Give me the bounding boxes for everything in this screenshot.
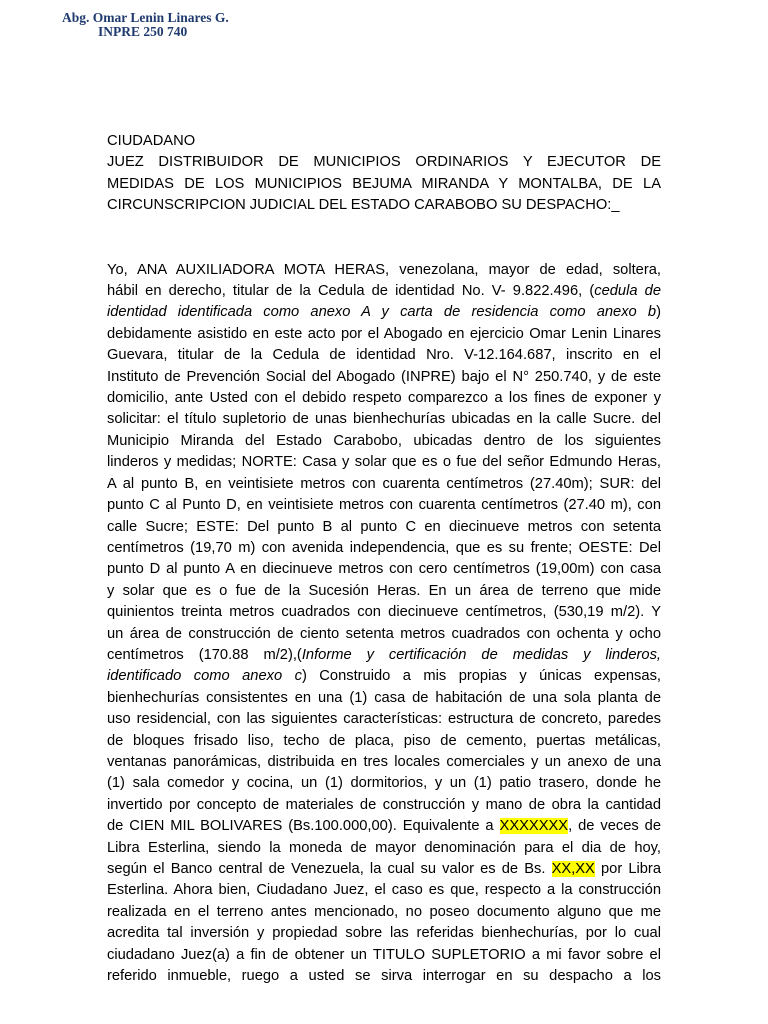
paragraph-line: quinientos treinta metros cuadrados con diecinueve centímetros, (530,19 m/2). Y [107, 604, 661, 621]
letterhead-inpre: INPRE 250 740 [98, 24, 188, 39]
paragraph-line: según el Banco central de Venezuela, la cual su valor es de Bs. XX,XX por Libra [107, 861, 661, 877]
paragraph-line: Yo, ANA AUXILIADORA MOTA HERAS, venezolana, mayor de edad, soltera, [107, 261, 661, 278]
paragraph-line: acredita tal inversión y propiedad sobre las referidas bienhechurías, por lo cual [107, 925, 661, 942]
paragraph-line: Libra Esterlina, siendo la moneda de mayor denominación para el dia de hoy, [107, 839, 661, 856]
paragraph-line: centímetros (19,70 m) con avenida independencia, que es su frente; OESTE: Del [107, 539, 661, 556]
letterhead-name: Abg. Omar Lenin Linares G. [62, 10, 229, 25]
petition-paragraph [107, 260, 661, 988]
paragraph-line: invertido por concepto de materiales de construcción y mano de obra la cantidad [107, 796, 661, 813]
paragraph-line: calle Sucre; ESTE: Del punto B al punto C en diecinueve metros con setenta [107, 518, 661, 535]
paragraph-line: solicitar: el título supletorio de unas bienhechurías ubicadas en la calle Sucre. del [107, 411, 661, 428]
highlighted-placeholder: XX,XX [551, 861, 595, 877]
paragraph-line: de CIEN MIL BOLIVARES (Bs.100.000,00). Equivalente a XXXXXXX, de veces de [107, 818, 662, 835]
paragraph-line: de bloques frisado liso, techo de placa, piso de cemento, puertas metálicas, [107, 732, 661, 749]
paragraph-line: referido inmueble, ruego a usted se sirva interrogar en su despacho a los [107, 968, 661, 985]
paragraph-line: hábil en derecho, titular de la Cedula de identidad No. V- 9.822.496, (cedula de [107, 283, 661, 300]
paragraph-line: domicilio, ante Usted con el debido respeto comparezco a los fines de exponer y [107, 390, 661, 407]
addressee-line: CIUDADANO [107, 133, 196, 149]
paragraph-line: centímetros (170.88 m/2),(Informe y certificación de medidas y linderos, [107, 646, 661, 663]
paragraph-line: debidamente asistido en este acto por el Abogado en ejercicio Omar Lenin Linares [107, 325, 661, 342]
addressee-line: CIRCUNSCRIPCION JUDICIAL DEL ESTADO CARABOBO SU DESPACHO:_ [107, 197, 620, 214]
paragraph-line: bienhechurías consistentes en una (1) casa de habitación de una sola planta de [107, 689, 661, 706]
paragraph-line: ciudadano Juez(a) a fin de obtener un TITULO SUPLETORIO a mi favor sobre el [107, 946, 661, 963]
paragraph-line: Esterlina. Ahora bien, Ciudadano Juez, el caso es que, respecto a la construcción [107, 882, 661, 899]
document-body [107, 131, 661, 987]
addressee-block [107, 131, 661, 217]
paragraph-line: uso residencial, con las siguientes características: estructura de concreto, paredes [107, 711, 661, 728]
addressee-line: JUEZ DISTRIBUIDOR DE MUNICIPIOS ORDINARIOS Y EJECUTOR DE [107, 154, 661, 171]
paragraph-line: realizada en el terreno antes mencionado, no poseo documento alguno que me [107, 903, 661, 920]
paragraph-line: Instituto de Prevención Social del Abogado (INPRE) bajo el N° 250.740, y de este [107, 368, 661, 385]
paragraph-line: punto C al Punto D, en veintisiete metros con cuarenta centímetros (27.40 m), con [107, 497, 661, 514]
paragraph-line: y solar que es o fue de la Sucesión Heras. En un área de terreno que mide [107, 582, 661, 599]
paragraph-line: Guevara, titular de la Cedula de identidad Nro. V-12.164.687, inscrito en el [107, 347, 661, 364]
paragraph-line: un área de construcción de ciento setenta metros cuadrados con ochenta y ocho [107, 625, 661, 642]
paragraph-line: Municipio Miranda del Estado Carabobo, ubicadas dentro de los siguientes [107, 432, 661, 449]
paragraph-line: A al punto B, en veintisiete metros con cuarenta centímetros (27.40m); SUR: del [107, 475, 661, 492]
paragraph-line: identificado como anexo c) Construido a mis propias y únicas expensas, [107, 668, 661, 685]
paragraph-line: ventanas panorámicas, distribuida en tres locales comerciales y un anexo de una [107, 753, 661, 770]
paragraph-line: punto D al punto A en diecinueve metros con cero centímetros (19,00m) con casa [107, 561, 661, 578]
highlighted-placeholder: XXXXXXX [499, 818, 569, 835]
addressee-line: MEDIDAS DE LOS MUNICIPIOS BEJUMA MIRANDA Y MONTALBA, DE LA [107, 175, 661, 192]
paragraph-line: linderos y medidas; NORTE: Casa y solar que es o fue del señor Edmundo Heras, [107, 454, 661, 471]
letterhead [62, 11, 229, 39]
paragraph-line: identidad identificada como anexo A y carta de residencia como anexo b) [107, 304, 661, 321]
paragraph-line: (1) sala comedor y cocina, un (1) dormitorios, y un (1) patio trasero, donde he [107, 775, 661, 792]
